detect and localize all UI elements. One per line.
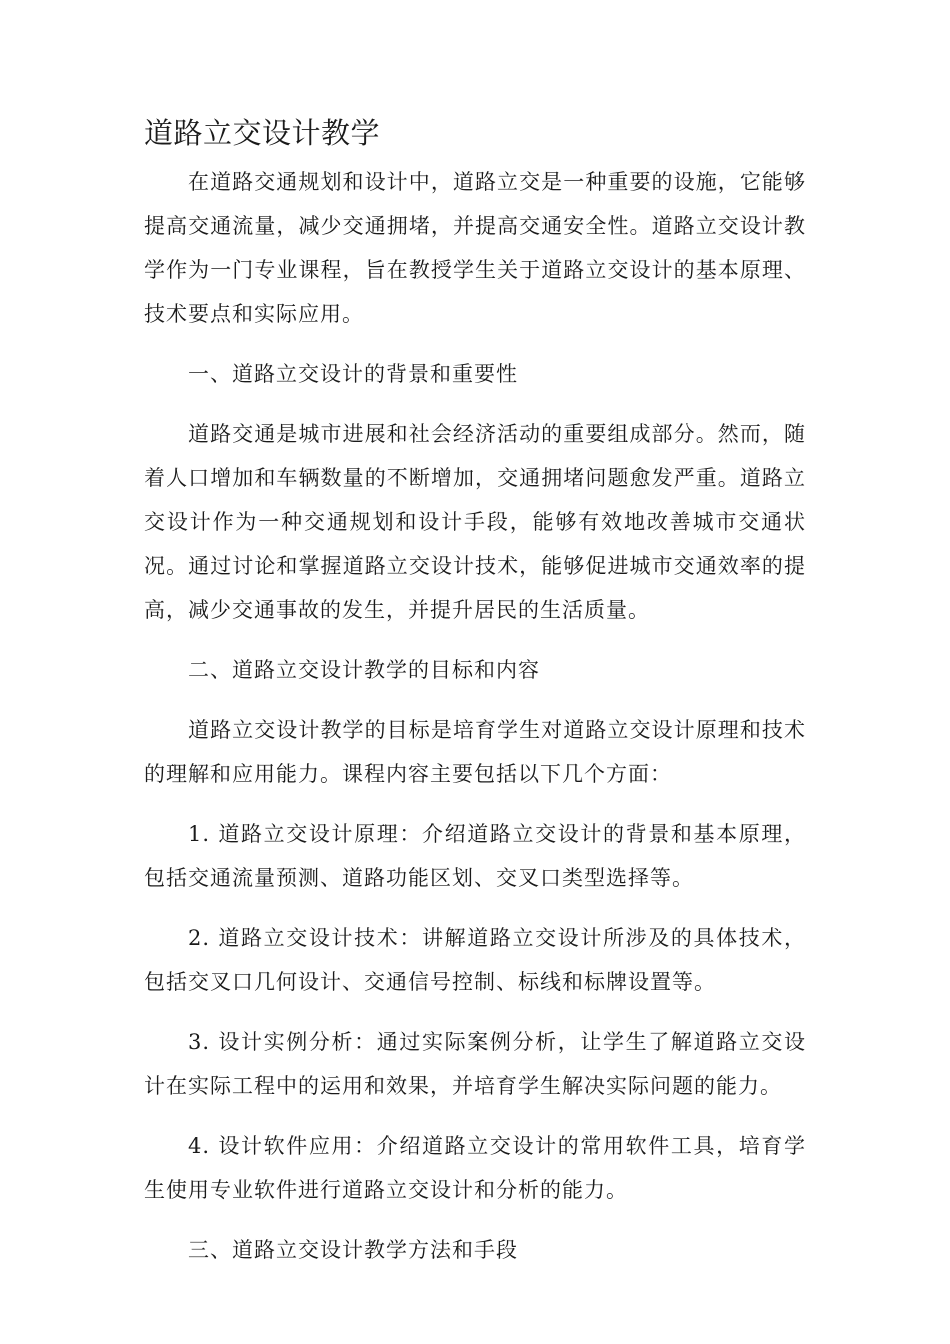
section-2-paragraph: 道路立交设计教学的目标是培育学生对道路立交设计原理和技术的理解和应用能力。课程内容主要包括以下几个方面：: [144, 718, 806, 786]
list-item-3: 3. 设计实例分析：通过实际案例分析，让学生了解道路立交设计在实际工程中的运用和效果，并培育学生解决实际问题的能力。: [144, 1030, 806, 1098]
section-heading-1: 一、道路立交设计的背景和重要性: [188, 362, 518, 386]
document-title: 道路立交设计教学: [144, 116, 381, 150]
list-item-4: 4. 设计软件应用：介绍道路立交设计的常用软件工具，培育学生使用专业软件进行道路立交设计和分析的能力。: [144, 1134, 806, 1202]
list-item-1: 1. 道路立交设计原理：介绍道路立交设计的背景和基本原理，包括交通流量预测、道路功能区划、交叉口类型选择等。: [144, 822, 806, 890]
section-heading-3: 三、道路立交设计教学方法和手段: [188, 1238, 518, 1262]
list-item-2: 2. 道路立交设计技术：讲解道路立交设计所涉及的具体技术，包括交叉口几何设计、交通信号控制、标线和标牌设置等。: [144, 926, 806, 994]
document-body: [144, 160, 806, 1288]
section-heading-2: 二、道路立交设计教学的目标和内容: [188, 658, 540, 682]
intro-paragraph: 在道路交通规划和设计中，道路立交是一种重要的设施，它能够提高交通流量，减少交通拥堵，并提高交通安全性。道路立交设计教学作为一门专业课程，旨在教授学生关于道路立交设计的基本原理、技术要点和实际应用。: [144, 170, 806, 326]
section-1-paragraph: 道路交通是城市进展和社会经济活动的重要组成部分。然而，随着人口增加和车辆数量的不断增加，交通拥堵问题愈发严重。道路立交设计作为一种交通规划和设计手段，能够有效地改善城市交通状况。通过讨论和掌握道路立交设计技术，能够促进城市交通效率的提高，减少交通事故的发生，并提升居民的生活质量。: [144, 422, 806, 622]
